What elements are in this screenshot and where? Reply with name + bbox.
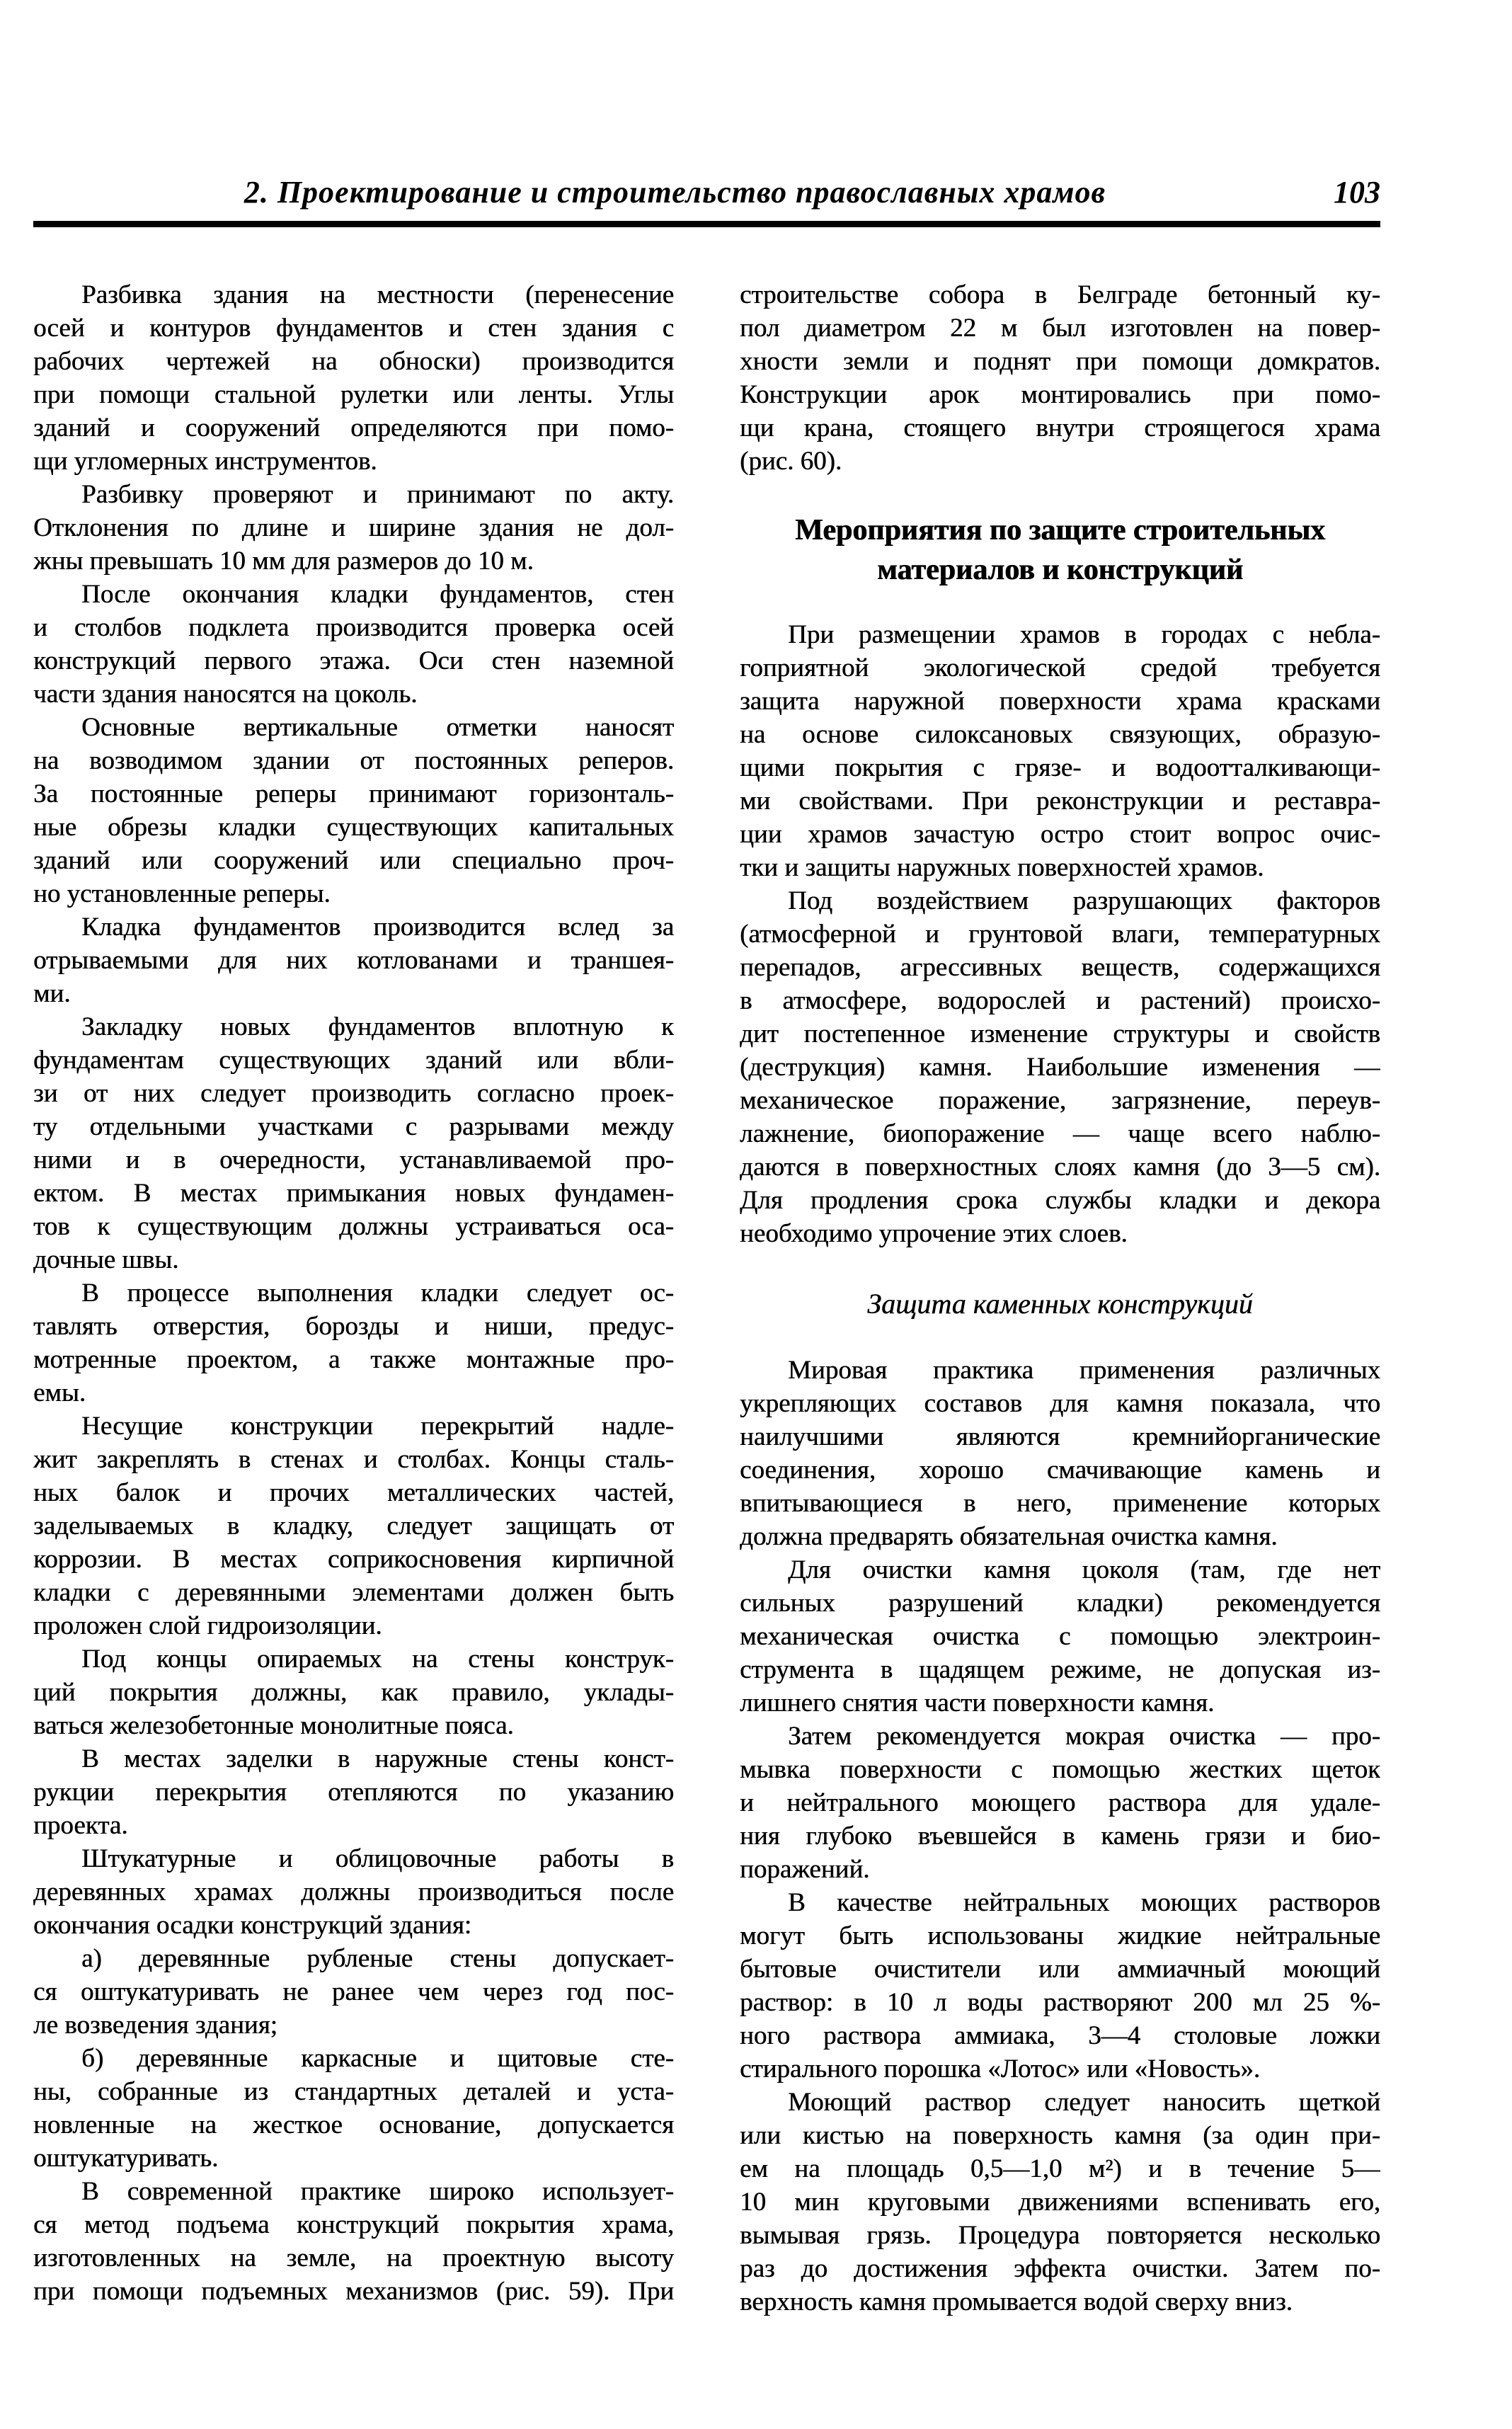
section-heading bbox=[740, 510, 1380, 590]
text-line: В современной практике широко использует- bbox=[81, 2177, 674, 2206]
text-line: тавлять отверстия, борозды и ниши, предус- bbox=[33, 1312, 674, 1341]
text-line: ся оштукатуривать не ранее чем через год пос- bbox=[33, 1977, 674, 2006]
text-line: емы. bbox=[33, 1378, 86, 1407]
text-line: рабочих чертежей на обноски) производится bbox=[33, 347, 674, 376]
paragraph bbox=[740, 618, 1380, 884]
text-line: Конструкции арок монтировались при помо- bbox=[740, 380, 1380, 409]
text-line: ния глубоко въевшейся в камень грязи и био- bbox=[740, 1822, 1380, 1851]
paragraph bbox=[33, 1742, 674, 1842]
text-line: новленные на жесткое основание, допускается bbox=[33, 2110, 674, 2139]
text-line: ваться железобетонные монолитные пояса. bbox=[33, 1711, 514, 1740]
page-content bbox=[33, 174, 1380, 2319]
running-head-title: 2. Проектирование и строительство православных храмов bbox=[244, 175, 1106, 210]
paragraph bbox=[740, 1886, 1380, 2086]
heading-line: материалов и конструкций bbox=[876, 554, 1244, 586]
text-line: мотренные проектом, а также монтажные про- bbox=[33, 1345, 674, 1374]
text-column-left bbox=[33, 278, 674, 2319]
text-line: Разбивку проверяют и принимают по акту. bbox=[81, 480, 674, 509]
paragraph bbox=[33, 478, 674, 578]
text-line: механическая очистка с помощью электроин- bbox=[740, 1622, 1380, 1651]
text-line: ними и в очередности, устанавливаемой про- bbox=[33, 1145, 674, 1175]
text-line: при помощи стальной рулетки или ленты. Углы bbox=[33, 380, 674, 409]
text-line: Основные вертикальные отметки наносят bbox=[81, 713, 674, 742]
text-line: но установленные реперы. bbox=[33, 879, 331, 908]
text-line: 10 мин круговыми движениями вспенивать его, bbox=[740, 2188, 1380, 2217]
text-line: ми. bbox=[33, 979, 71, 1008]
text-line: В местах заделки в наружные стены конст- bbox=[81, 1744, 674, 1773]
text-line: впитывающиеся в него, применение которых bbox=[740, 1489, 1380, 1518]
text-line: заделываемых в кладку, следует защищать от bbox=[33, 1511, 674, 1541]
text-line: укрепляющих составов для камня показала, что bbox=[740, 1389, 1380, 1418]
text-line: В качестве нейтральных моющих растворов bbox=[788, 1888, 1380, 1917]
text-line: мывка поверхности с помощью жестких щеток bbox=[740, 1755, 1380, 1784]
paragraph bbox=[33, 1276, 674, 1410]
text-line: сильных разрушений кладки) рекомендуется bbox=[740, 1589, 1380, 1618]
text-line: Под воздействием разрушающих факторов bbox=[788, 886, 1380, 915]
text-line: дит постепенное изменение структуры и свойств bbox=[740, 1019, 1380, 1048]
text-line: лажнение, биопоражение — чаще всего наблю- bbox=[740, 1119, 1380, 1148]
text-line: необходимо упрочение этих слоев. bbox=[740, 1219, 1128, 1248]
text-line: раз до достижения эффекта очистки. Затем по- bbox=[740, 2254, 1380, 2283]
text-line: изготовленных на земле, на проектную высоту bbox=[33, 2244, 674, 2273]
text-line: проекта. bbox=[33, 1811, 128, 1840]
text-line: ми свойствами. При реконструкции и реставра- bbox=[740, 787, 1380, 816]
text-line: зи от них следует производить согласно проек- bbox=[33, 1079, 674, 1108]
text-columns bbox=[33, 278, 1380, 2319]
text-line: части здания наносятся на цоколь. bbox=[33, 680, 418, 709]
text-line: и нейтрального моющего раствора для удале- bbox=[740, 1788, 1380, 1817]
paragraph bbox=[33, 2042, 674, 2175]
text-line: ту отдельными участками с разрывами между bbox=[33, 1112, 674, 1141]
paragraph bbox=[740, 2086, 1380, 2319]
paragraph bbox=[33, 1842, 674, 1942]
text-line: тов к существующим должны устраиваться оса- bbox=[33, 1212, 674, 1241]
text-line: Разбивка здания на местности (перенесение bbox=[81, 280, 674, 309]
text-line: осей и контуров фундаментов и стен здания с bbox=[33, 314, 674, 343]
text-line: зданий или сооружений или специально проч- bbox=[33, 846, 674, 875]
text-line: лишнего снятия части поверхности камня. bbox=[740, 1688, 1215, 1718]
text-line: а) деревянные рубленые стены допускает- bbox=[81, 1944, 674, 1973]
text-line: Отклонения по длине и ширине здания не дол- bbox=[33, 513, 674, 542]
text-line: даются в поверхностных слоях камня (до 3—5 см). bbox=[740, 1153, 1380, 1182]
text-line: кладки с деревянными элементами должен быть bbox=[33, 1578, 674, 1607]
text-line: После окончания кладки фундаментов, стен bbox=[81, 580, 674, 609]
text-line: при помощи подъемных механизмов (рис. 59). При bbox=[33, 2277, 674, 2306]
text-line: ций покрытия должны, как правило, уклады- bbox=[33, 1678, 674, 1707]
text-line: и столбов подклета производится проверка осей bbox=[33, 613, 674, 642]
text-line: За постоянные реперы принимают горизонталь- bbox=[33, 779, 674, 808]
text-line: ся метод подъема конструкций покрытия храма, bbox=[33, 2210, 674, 2239]
text-line: струмента в щадящем режиме, не допуская из- bbox=[740, 1655, 1380, 1684]
text-line: тки и защиты наружных поверхностей храмов. bbox=[740, 853, 1264, 882]
text-line: фундаментам существующих зданий или вбли- bbox=[33, 1046, 674, 1075]
paragraph bbox=[33, 1942, 674, 2042]
text-line: оштукатуривать. bbox=[33, 2144, 219, 2173]
text-line: на основе силоксановых связующих, образую- bbox=[740, 720, 1380, 749]
text-line: Под концы опираемых на стены конструк- bbox=[81, 1645, 674, 1674]
text-line: Несущие конструкции перекрытий надле- bbox=[81, 1412, 674, 1441]
text-line: поражений. bbox=[740, 1855, 870, 1884]
text-line: механическое поражение, загрязнение, переув- bbox=[740, 1086, 1380, 1115]
text-line: Кладка фундаментов производится вслед за bbox=[81, 913, 674, 942]
text-line: на возводимом здании от постоянных реперов. bbox=[33, 746, 674, 775]
text-line: ны, собранные из стандартных деталей и уста- bbox=[33, 2077, 674, 2106]
text-line: коррозии. В местах соприкосновения кирпичной bbox=[33, 1545, 674, 1574]
text-line: ных балок и прочих металлических частей, bbox=[33, 1478, 674, 1507]
text-line: (деструкция) камня. Наибольшие изменения — bbox=[740, 1053, 1380, 1082]
text-line: (рис. 60). bbox=[740, 447, 842, 476]
text-line: ции храмов зачастую остро стоит вопрос очис- bbox=[740, 820, 1380, 849]
text-line: зданий и сооружений определяются при помо- bbox=[33, 413, 674, 442]
header-rule bbox=[33, 221, 1380, 227]
text-line: б) деревянные каркасные и щитовые сте- bbox=[81, 2044, 674, 2073]
text-line: гоприятной экологической средой требуется bbox=[740, 653, 1380, 682]
text-line: в атмосфере, водорослей и растений) происхо- bbox=[740, 986, 1380, 1015]
text-line: Закладку новых фундаментов вплотную к bbox=[81, 1012, 674, 1041]
paragraph bbox=[740, 1553, 1380, 1720]
text-line: Для очистки камня цоколя (там, где нет bbox=[788, 1555, 1380, 1584]
paragraph bbox=[33, 711, 674, 910]
text-line: ем на площадь 0,5—1,0 м²) и в течение 5— bbox=[740, 2154, 1380, 2183]
text-line: защита наружной поверхности храма красками bbox=[740, 687, 1380, 716]
text-line: ного раствора аммиака, 3—4 столовые ложки bbox=[740, 2021, 1380, 2050]
text-line: (атмосферной и грунтовой влаги, температурных bbox=[740, 920, 1380, 949]
text-line: проложен слой гидроизоляции. bbox=[33, 1611, 382, 1640]
text-line: Затем рекомендуется мокрая очистка — про- bbox=[788, 1722, 1380, 1751]
text-line: ле возведения здания; bbox=[33, 2011, 277, 2040]
paragraph bbox=[33, 578, 674, 711]
paragraph bbox=[740, 278, 1380, 478]
text-line: жны превышать 10 мм для размеров до 10 м. bbox=[33, 547, 534, 576]
text-line: При размещении храмов в городах с небла- bbox=[788, 620, 1380, 649]
text-line: щи крана, стоящего внутри строящегося храма bbox=[740, 413, 1380, 442]
text-line: хности земли и поднят при помощи домкратов. bbox=[740, 347, 1380, 376]
text-line: Для продления срока службы кладки и декора bbox=[740, 1186, 1380, 1215]
heading-line: Защита каменных конструкций bbox=[867, 1288, 1253, 1320]
paragraph bbox=[33, 1410, 674, 1642]
paragraph bbox=[740, 1720, 1380, 1886]
text-line: строительстве собора в Белграде бетонный ку- bbox=[740, 280, 1380, 309]
text-line: конструкций первого этажа. Оси стен наземной bbox=[33, 646, 674, 675]
paragraph bbox=[33, 1642, 674, 1742]
heading-line: Мероприятия по защите строительных bbox=[794, 514, 1325, 547]
paragraph bbox=[33, 2175, 674, 2308]
text-line: щими покрытия с грязе- и водоотталкивающи- bbox=[740, 753, 1380, 782]
text-line: соединения, хорошо смачивающие камень и bbox=[740, 1456, 1380, 1485]
text-line: отрываемыми для них котлованами и траншея- bbox=[33, 946, 674, 975]
text-line: щи угломерных инструментов. bbox=[33, 447, 377, 476]
paragraph bbox=[33, 910, 674, 1010]
text-line: раствор: в 10 л воды растворяют 200 мл 25 %- bbox=[740, 1988, 1380, 2017]
subsection-heading bbox=[740, 1286, 1380, 1322]
text-line: жит закреплять в стенах и столбах. Концы сталь- bbox=[33, 1445, 674, 1474]
text-line: верхность камня промывается водой сверху вниз. bbox=[740, 2287, 1293, 2316]
text-line: перепадов, агрессивных веществ, содержащихся bbox=[740, 953, 1380, 982]
text-line: Моющий раствор следует наносить щеткой bbox=[788, 2088, 1380, 2117]
text-line: могут быть использованы жидкие нейтральные bbox=[740, 1921, 1380, 1950]
text-line: деревянных храмах должны производиться после bbox=[33, 1878, 674, 1907]
paragraph bbox=[33, 1010, 674, 1276]
text-line: пол диаметром 22 м был изготовлен на повер- bbox=[740, 314, 1380, 343]
text-line: Штукатурные и облицовочные работы в bbox=[81, 1844, 674, 1873]
text-line: рукции перекрытия отепляются по указанию bbox=[33, 1778, 674, 1807]
text-line: окончания осадки конструкций здания: bbox=[33, 1911, 472, 1940]
text-line: В процессе выполнения кладки следует ос- bbox=[81, 1279, 674, 1308]
text-line: ектом. В местах примыкания новых фундамен- bbox=[33, 1179, 674, 1208]
text-line: или кистью на поверхность камня (за один при- bbox=[740, 2121, 1380, 2150]
text-line: должна предварять обязательная очистка камня. bbox=[740, 1522, 1278, 1551]
text-line: Мировая практика применения различных bbox=[788, 1356, 1380, 1385]
text-line: стирального порошка «Лотос» или «Новость». bbox=[740, 2054, 1261, 2084]
text-line: наилучшими являются кремнийорганические bbox=[740, 1422, 1380, 1451]
paragraph bbox=[740, 1354, 1380, 1553]
text-column-right bbox=[740, 278, 1380, 2319]
paragraph bbox=[33, 278, 674, 478]
page-number: 103 bbox=[1334, 175, 1380, 210]
text-line: бытовые очистители или аммиачный моющий bbox=[740, 1955, 1380, 1984]
text-line: вымывая грязь. Процедура повторяется несколько bbox=[740, 2221, 1380, 2250]
text-line: ные обрезы кладки существующих капитальных bbox=[33, 813, 674, 842]
text-line: дочные швы. bbox=[33, 1245, 179, 1274]
paragraph bbox=[740, 884, 1380, 1250]
running-head bbox=[33, 174, 1380, 211]
